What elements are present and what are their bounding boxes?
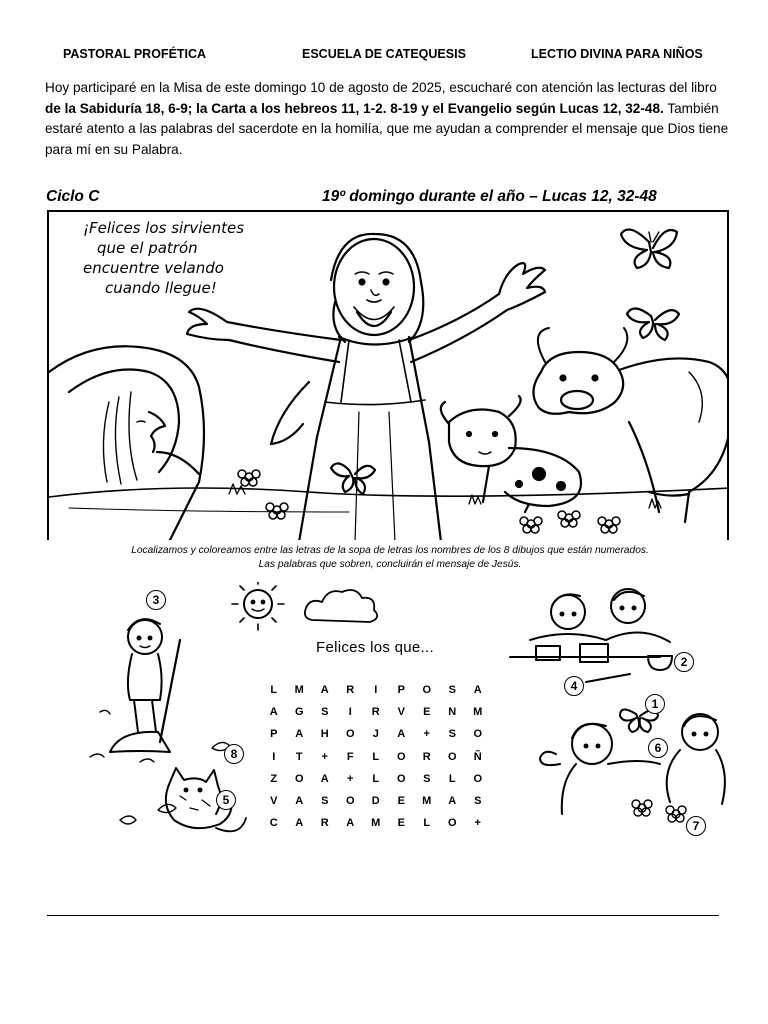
- grid-cell[interactable]: O: [294, 772, 304, 785]
- butterfly-icon: [331, 463, 375, 494]
- grid-cell[interactable]: A: [295, 817, 304, 830]
- grid-cell[interactable]: +: [423, 728, 430, 741]
- grid-cell[interactable]: L: [448, 772, 456, 785]
- flower-icon: [558, 511, 580, 527]
- number-badge: 1: [645, 694, 665, 714]
- grid-cell[interactable]: E: [397, 817, 405, 830]
- number-badge: 4: [564, 676, 584, 696]
- number-badge: 6: [648, 738, 668, 758]
- grid-cell[interactable]: I: [348, 706, 352, 719]
- grid-cell[interactable]: S: [448, 684, 456, 697]
- grid-cell[interactable]: O: [473, 772, 483, 785]
- grid-cell[interactable]: J: [372, 728, 379, 741]
- grid-cell[interactable]: O: [396, 750, 406, 763]
- grid-cell[interactable]: T: [295, 750, 303, 763]
- flower-icon: [238, 470, 260, 486]
- grid-cell[interactable]: F: [346, 750, 354, 763]
- grid-cell[interactable]: O: [473, 728, 483, 741]
- grid-cell[interactable]: A: [295, 795, 304, 808]
- grid-cell[interactable]: A: [448, 795, 457, 808]
- kids-flowers-figure: [540, 714, 725, 814]
- sun-icon: [232, 582, 284, 630]
- grid-cell[interactable]: L: [423, 817, 431, 830]
- header-left: PASTORAL PROFÉTICA: [63, 47, 207, 61]
- word-search-section: [40, 582, 740, 852]
- flower-icon: [632, 800, 686, 822]
- number-badge: 8: [224, 744, 244, 764]
- grid-cell[interactable]: P: [397, 684, 405, 697]
- grid-cell[interactable]: C: [269, 817, 278, 830]
- domingo-label: 19º domingo durante el año – Lucas 12, 32-48: [322, 188, 657, 205]
- intro-readings: de la Sabiduría 18, 6-9; la Carta a los hebreos 11, 1-2. 8-19 y el Evangelio según Lucas 12, 32-48.: [45, 100, 664, 116]
- grid-cell[interactable]: M: [371, 817, 381, 830]
- grid-row: [261, 790, 521, 812]
- grid-cell[interactable]: V: [270, 795, 278, 808]
- grid-cell[interactable]: L: [270, 684, 278, 697]
- grid-cell[interactable]: G: [294, 706, 304, 719]
- butterfly-icon: [627, 308, 679, 340]
- header-center: ESCUELA DE CATEQUESIS: [302, 47, 466, 61]
- quote-line: encuentre velando: [83, 259, 224, 277]
- grid-cell[interactable]: R: [371, 706, 380, 719]
- instructions: [40, 544, 740, 572]
- instructions-line-2: Las palabras que sobren, concluirán el mensaje de Jesús.: [258, 559, 522, 570]
- coloring-scene: [47, 210, 729, 540]
- grid-cell[interactable]: S: [423, 772, 431, 785]
- grid-cell[interactable]: Z: [270, 772, 278, 785]
- grid-cell[interactable]: V: [397, 706, 405, 719]
- grid-cell[interactable]: M: [422, 795, 432, 808]
- grid-cell[interactable]: S: [448, 728, 456, 741]
- grid-cell[interactable]: E: [423, 706, 431, 719]
- flower-icon: [598, 517, 620, 533]
- grid-cell[interactable]: A: [320, 684, 329, 697]
- grid-cell[interactable]: M: [473, 706, 483, 719]
- grid-cell[interactable]: L: [372, 750, 380, 763]
- grid-cell[interactable]: A: [473, 684, 482, 697]
- grid-cell[interactable]: S: [321, 795, 329, 808]
- grid-cell[interactable]: +: [474, 817, 481, 830]
- grid-cell[interactable]: L: [372, 772, 380, 785]
- girl-sweeping-figure: [90, 619, 180, 762]
- number-badge: 2: [674, 652, 694, 672]
- grid-cell[interactable]: A: [269, 706, 278, 719]
- grid-row: [261, 746, 521, 768]
- grid-cell[interactable]: R: [320, 817, 329, 830]
- grid-cell[interactable]: +: [321, 750, 328, 763]
- quote-line: cuando llegue!: [105, 279, 217, 297]
- quote-line: que el patrón: [97, 239, 198, 257]
- quote-line: ¡Felices los sirvientes: [83, 219, 245, 237]
- grid-cell[interactable]: Ñ: [473, 750, 482, 763]
- grid-cell[interactable]: S: [474, 795, 482, 808]
- word-search-grid[interactable]: [261, 679, 521, 834]
- header-right: LECTIO DIVINA PARA NIÑOS: [531, 47, 703, 61]
- leaf-icon: [120, 816, 136, 824]
- grid-cell[interactable]: O: [345, 795, 355, 808]
- instructions-line-1: Localizamos y coloreamos entre las letras de la sopa de letras los nombres de los 8 dibujos que están numerados.: [131, 545, 649, 556]
- ciclo-label: Ciclo C: [46, 188, 100, 205]
- grid-cell[interactable]: R: [346, 684, 355, 697]
- grid-cell[interactable]: I: [374, 684, 378, 697]
- scene-quote: [83, 218, 323, 298]
- grid-cell[interactable]: P: [270, 728, 278, 741]
- kids-drawing-figure: [510, 589, 672, 682]
- grid-cell[interactable]: D: [371, 795, 380, 808]
- number-badge: 3: [146, 590, 166, 610]
- grid-cell[interactable]: A: [346, 817, 355, 830]
- flower-icon: [266, 503, 288, 519]
- grid-cell[interactable]: +: [347, 772, 354, 785]
- intro-text-2: También estaré atento a las palabras del sacerdote en la homilía, que me ayudan a comprender el mensaje que Dios tiene para mí en su Palabra.: [45, 100, 729, 157]
- grid-cell[interactable]: I: [272, 750, 276, 763]
- grid-row: [261, 812, 521, 834]
- grid-cell[interactable]: A: [295, 728, 304, 741]
- grid-row: [261, 701, 521, 723]
- grid-cell[interactable]: M: [294, 684, 304, 697]
- flower-icon: [520, 517, 542, 533]
- grid-cell[interactable]: O: [447, 817, 457, 830]
- puzzle-title: Felices los que...: [316, 639, 434, 656]
- grid-cell[interactable]: O: [447, 750, 457, 763]
- grid-cell[interactable]: S: [321, 706, 329, 719]
- answer-line[interactable]: [47, 905, 719, 916]
- grid-cell[interactable]: A: [320, 772, 329, 785]
- grid-cell[interactable]: N: [448, 706, 457, 719]
- grid-row: [261, 679, 521, 701]
- grid-cell[interactable]: H: [320, 728, 329, 741]
- grid-cell[interactable]: E: [397, 795, 405, 808]
- number-badge: 5: [216, 790, 236, 810]
- grid-row: [261, 723, 521, 745]
- intro-paragraph: [45, 78, 730, 160]
- butterfly-icon: [621, 230, 677, 269]
- grid-cell[interactable]: A: [397, 728, 406, 741]
- intro-text-1: Hoy participaré en la Misa de este domingo 10 de agosto de 2025, escucharé con atención las lecturas del libro: [45, 80, 717, 95]
- grid-row: [261, 768, 521, 790]
- grid-cell[interactable]: O: [422, 684, 432, 697]
- number-badge: 7: [686, 816, 706, 836]
- coloring-header: [44, 186, 730, 210]
- grid-cell[interactable]: O: [345, 728, 355, 741]
- page-header: [0, 47, 768, 65]
- grid-cell[interactable]: R: [422, 750, 431, 763]
- grid-cell[interactable]: O: [396, 772, 406, 785]
- cloud-icon: [305, 590, 377, 622]
